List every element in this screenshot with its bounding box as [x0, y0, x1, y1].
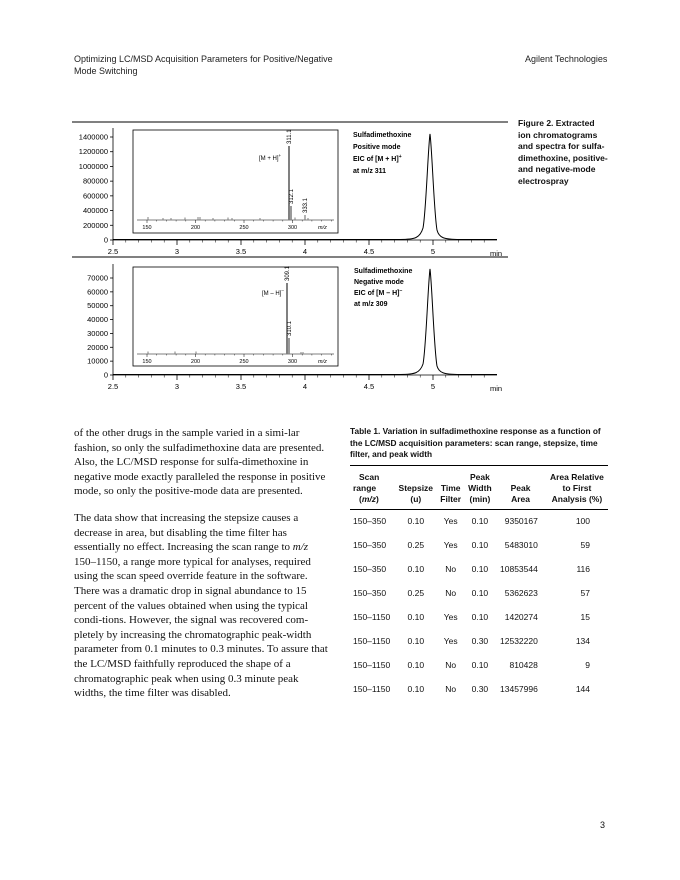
table-cell: 5483010 — [504, 540, 538, 550]
table-cell: 5362623 — [504, 588, 538, 598]
table-cell: 150–350 — [353, 564, 387, 574]
paragraph-1: of the other drugs in the sample varied in a simi-lar fashion, so only the sulfadimethoxine data are presented. Also, the LC/MSD response for sulfa-dimethoxine in negative mode exactly paralleled the response in positive mode, so only the positive-mode data are presented. — [74, 427, 326, 498]
table-cell: 0.10 — [471, 588, 489, 598]
pos-y-tick-label: 1400000 — [78, 132, 108, 142]
pos-label-line4: at m/z 311 — [353, 168, 387, 175]
pos-y-tick-label: 200000 — [82, 220, 108, 230]
neg-label-line1: Sulfadimethoxine — [354, 268, 413, 275]
header-company: Agilent Technologies — [525, 54, 608, 64]
table-cell: 150–350 — [353, 540, 387, 550]
table-cell: 0.10 — [471, 564, 489, 574]
table-cell: 12532220 — [500, 636, 538, 646]
neg-spec-tick-label: 300 — [287, 359, 298, 365]
pos-spec-tick-label: 150 — [142, 225, 152, 231]
col-stepsize: Stepsize (u) — [395, 472, 437, 510]
table-cell: 59 — [580, 540, 590, 550]
neg-ion-label: [M – H]– — [262, 288, 284, 297]
positive-panel — [79, 128, 502, 258]
table-cell: Yes — [443, 540, 458, 550]
pos-y-tick-label: 600000 — [82, 191, 108, 201]
pos-y-ticks — [79, 133, 113, 245]
table-cell: No — [445, 564, 457, 574]
paragraph-2: The data show that increasing the stepsize causes a decrease in area, but disabling the time filter has essentially no effect. Increasing the scan range to m/z 150–1150, a range more typical for analyses, required using the scan speed override feature in the software. There was a dramatic drop in signal abundance to 15 percent of the values obtained when using the typical condi-tions. However, the signal was recovered com-pletely by increasing the chromatographic peak-width parameter from 0.1 minutes to 0.3 minutes. To assure that the LC/MSD faithfully reproduced the shape of a chromatographic peak when using 0.3 minute peak widths, the time filter was disabled. — [74, 511, 328, 700]
table-row — [350, 606, 608, 630]
neg-x-tick-label: 4 — [302, 382, 308, 391]
col-area-relative: Area Relative to First Analysis (%) — [546, 472, 608, 510]
table-caption: Table 1. Variation in sulfadimethoxine response as a function of the LC/MSD acquisition parameters: scan range, stepsize, time filter, and peak width — [350, 426, 601, 459]
table-row — [350, 534, 608, 558]
header-title-line2: Mode Switching — [74, 66, 138, 76]
table-1 — [350, 472, 608, 702]
table-cell: 0.10 — [407, 564, 425, 574]
pos-x-tick-label: 4.5 — [363, 247, 375, 256]
table-cell: 9 — [585, 660, 590, 670]
table-cell: No — [445, 660, 457, 670]
table-cell: 810428 — [509, 660, 538, 670]
neg-spec-unit: m/z — [318, 359, 327, 365]
table-header-row — [350, 472, 608, 510]
caption-line: and negative-mode — [518, 164, 596, 174]
negative-panel — [87, 264, 502, 393]
neg-peak-label-310: 310.1 — [287, 320, 293, 336]
table-cell: 0.30 — [471, 684, 489, 694]
table-cell: 144 — [575, 684, 590, 694]
neg-label-line4: at m/z 309 — [354, 301, 388, 308]
table-row — [350, 654, 608, 678]
neg-y-tick-label: 30000 — [87, 328, 108, 338]
col-time-filter: Time Filter — [437, 472, 465, 510]
table-cell: 0.10 — [471, 516, 489, 526]
table-cell: 134 — [575, 636, 590, 646]
table-cell: 9350167 — [504, 516, 538, 526]
pos-spec-tick-label: 300 — [287, 225, 298, 231]
table-cell: 0.10 — [471, 540, 489, 550]
pos-label-line3: EIC of [M + H] — [353, 156, 399, 163]
table-cell: 0.10 — [407, 636, 425, 646]
neg-x-tick-label: 2.5 — [107, 382, 119, 391]
table-cell: 150–1150 — [353, 660, 391, 670]
pos-x-tick-label: 3.5 — [235, 247, 247, 256]
header-title-line1: Optimizing LC/MSD Acquisition Parameters for Positive/Negative — [74, 54, 333, 64]
table-cell: 0.25 — [407, 588, 425, 598]
caption-line: ion chromatograms — [518, 129, 598, 140]
neg-y-ticks — [87, 274, 113, 380]
neg-spec-tick-label: 200 — [190, 359, 201, 365]
table-cell: 57 — [580, 588, 590, 598]
table-body — [350, 510, 608, 703]
neg-spec-tick-label: 250 — [239, 359, 249, 365]
pos-spec-tick-label: 200 — [190, 225, 201, 231]
pos-x-tick-label: 4 — [302, 247, 308, 256]
neg-y-tick-label: 0 — [103, 370, 108, 380]
table-cell: 15 — [580, 612, 590, 622]
pos-y-tick-label: 800000 — [82, 176, 108, 186]
table-cell: 0.30 — [471, 636, 489, 646]
table-cell: 100 — [575, 516, 590, 526]
table-cell: 0.10 — [407, 516, 425, 526]
table-cell: Yes — [443, 636, 458, 646]
neg-label-line3: EIC of [M – H] — [354, 290, 400, 297]
page-number: 3 — [600, 820, 606, 830]
table-cell: 0.10 — [471, 660, 489, 670]
table-cell: 150–1150 — [353, 684, 391, 694]
neg-peak-label-309: 309.1 — [285, 265, 291, 281]
col-peak-width: Peak Width (min) — [465, 472, 496, 510]
table-cell: 0.10 — [407, 684, 425, 694]
neg-x-ticks — [108, 375, 484, 391]
table-cell: 150–1150 — [353, 636, 391, 646]
table-cell: No — [445, 588, 457, 598]
col-scan-range: Scan range (m/z) — [350, 472, 395, 510]
neg-y-tick-label: 10000 — [87, 356, 108, 366]
neg-inset-frame — [133, 267, 338, 366]
pos-x-tick-label: 2.5 — [107, 247, 119, 256]
figure-caption — [518, 118, 638, 187]
table-cell: 0.10 — [407, 660, 425, 670]
figure-2 — [70, 118, 510, 400]
table-row — [350, 630, 608, 654]
neg-y-tick-label: 40000 — [87, 315, 108, 325]
pos-spec-unit: m/z — [318, 225, 327, 231]
table-cell: 10853544 — [500, 564, 538, 574]
table-cell: Yes — [443, 612, 458, 622]
table-cell: No — [445, 684, 457, 694]
table-row — [350, 678, 608, 702]
table-cell: 150–350 — [353, 588, 387, 598]
neg-eic-label — [354, 268, 414, 308]
neg-label-sup: – — [399, 288, 403, 294]
pos-x-unit: min — [490, 249, 503, 258]
pos-ion-label: [M + H]+ — [259, 153, 282, 162]
table-cell: 13457996 — [500, 684, 538, 694]
pos-x-ticks — [108, 240, 484, 256]
neg-x-tick-label: 3 — [174, 382, 180, 391]
table-cell: Yes — [443, 516, 458, 526]
neg-x-tick-label: 5 — [430, 382, 436, 391]
table-cell: 0.25 — [407, 540, 425, 550]
body-text — [74, 426, 330, 713]
pos-x-tick-label: 3 — [174, 247, 180, 256]
table-1-wrapper — [350, 465, 608, 702]
pos-label-line1: Sulfadimethoxine — [353, 132, 412, 139]
pos-y-tick-label: 0 — [103, 235, 108, 245]
running-header — [74, 53, 333, 77]
pos-inset-frame — [133, 130, 338, 233]
table-row — [350, 558, 608, 582]
table-cell: 1420274 — [504, 612, 538, 622]
table-cell: 116 — [576, 564, 590, 574]
pos-y-tick-label: 400000 — [82, 206, 108, 216]
pos-label-sup: + — [398, 154, 402, 160]
neg-x-tick-label: 4.5 — [363, 382, 375, 391]
pos-y-tick-label: 1200000 — [78, 147, 108, 157]
table-top-rule — [350, 465, 608, 466]
table-cell: 0.10 — [407, 612, 425, 622]
neg-x-tick-label: 3.5 — [235, 382, 247, 391]
table-cell: 0.10 — [471, 612, 489, 622]
table-cell: 150–350 — [353, 516, 387, 526]
pos-x-tick-label: 5 — [430, 247, 436, 256]
neg-y-tick-label: 70000 — [87, 273, 108, 283]
caption-line: dimethoxine, positive- — [518, 152, 608, 163]
table-cell: 150–1150 — [353, 612, 391, 622]
neg-y-tick-label: 50000 — [87, 301, 108, 311]
table-row — [350, 510, 608, 535]
pos-eic-label — [353, 132, 413, 175]
neg-label-line2: Negative mode — [354, 279, 404, 286]
pos-spec-tick-label: 250 — [239, 225, 249, 231]
pos-peak-label-333: 333.1 — [303, 197, 309, 213]
col-peak-area: Peak Area — [495, 472, 546, 510]
neg-y-tick-label: 60000 — [87, 287, 108, 297]
neg-spec-tick-label: 150 — [142, 359, 152, 365]
pos-label-line2: Positive mode — [353, 144, 401, 151]
neg-x-unit: min — [490, 384, 503, 393]
caption-line: electrospray — [518, 175, 569, 186]
pos-y-tick-label: 1000000 — [78, 161, 108, 171]
pos-peak-label-312: 312.1 — [289, 188, 295, 204]
table-row — [350, 582, 608, 606]
neg-y-tick-label: 20000 — [87, 342, 108, 352]
pos-peak-label-311: 311.1 — [287, 129, 293, 144]
caption-line: and spectra for sulfa- — [518, 141, 605, 151]
caption-line: Figure 2. Extracted — [518, 118, 595, 128]
